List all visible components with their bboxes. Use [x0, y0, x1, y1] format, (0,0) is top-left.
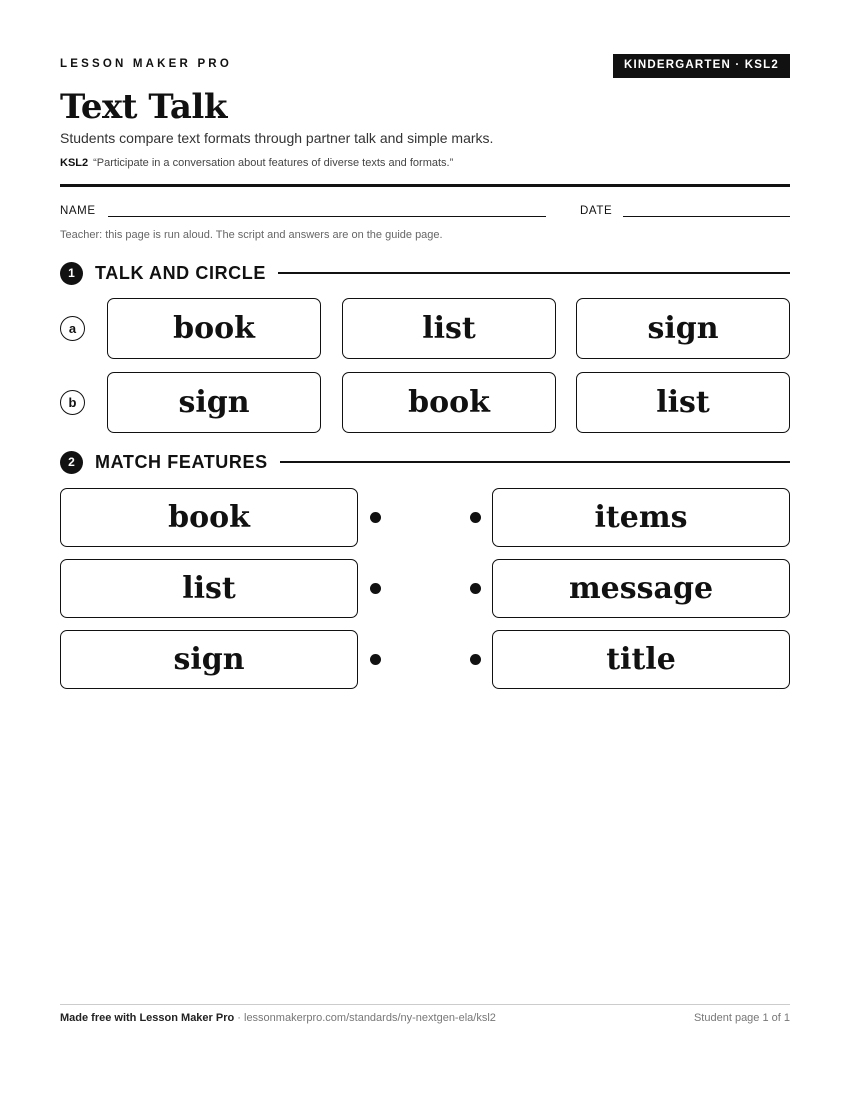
- date-field-line[interactable]: [623, 216, 790, 217]
- footer-divider: [60, 1004, 790, 1005]
- talk-circle-word-a2[interactable]: list: [342, 298, 556, 359]
- footer-page-number: Student page 1 of 1: [693, 1012, 790, 1024]
- section-1-title: TALK AND CIRCLE: [95, 262, 266, 283]
- section-2-title: MATCH FEATURES: [95, 451, 268, 472]
- match-right-word-2[interactable]: message: [492, 559, 790, 618]
- section-2-header: [60, 450, 790, 474]
- match-left-dot-2[interactable]: [370, 583, 381, 594]
- match-right-dot-1[interactable]: [470, 512, 481, 523]
- match-right-dot-2[interactable]: [470, 583, 481, 594]
- footer-credit: [60, 1012, 496, 1024]
- match-left-dot-3[interactable]: [370, 654, 381, 665]
- standard-code: KSL2: [60, 157, 89, 169]
- match-left-word-1[interactable]: book: [60, 488, 358, 547]
- section-1-header: [60, 261, 790, 285]
- match-right-word-3[interactable]: title: [492, 630, 790, 689]
- footer-made-with: Made free with Lesson Maker Pro: [60, 1012, 235, 1024]
- match-right-word-1[interactable]: items: [492, 488, 790, 547]
- match-right-dot-3[interactable]: [470, 654, 481, 665]
- date-label: DATE: [580, 205, 613, 217]
- grade-badge: KINDERGARTEN · KSL2: [613, 54, 790, 78]
- section-2-number: 2: [60, 451, 83, 474]
- footer-url[interactable]: · lessonmakerpro.com/standards/ny-nextgen-ela/ksl2: [234, 1012, 496, 1024]
- standard-text: “Participate in a conversation about features of diverse texts and formats.”: [93, 157, 454, 169]
- teacher-note: Teacher: this page is run aloud. The script and answers are on the guide page.: [60, 229, 443, 241]
- section-1-rule: [278, 272, 790, 274]
- row-letter-b: b: [60, 390, 85, 415]
- header-divider: [60, 184, 790, 187]
- page-subtitle: Students compare text formats through partner talk and simple marks.: [60, 130, 494, 146]
- talk-circle-word-a1[interactable]: book: [107, 298, 321, 359]
- talk-circle-word-b3[interactable]: list: [576, 372, 790, 433]
- row-letter-a: a: [60, 316, 85, 341]
- page-title: Text Talk: [60, 87, 227, 127]
- match-left-word-3[interactable]: sign: [60, 630, 358, 689]
- section-1-number: 1: [60, 262, 83, 285]
- worksheet-page: [60, 0, 790, 1100]
- section-2-rule: [280, 461, 790, 463]
- name-label: NAME: [60, 205, 96, 217]
- talk-circle-word-a3[interactable]: sign: [576, 298, 790, 359]
- talk-circle-word-b2[interactable]: book: [342, 372, 556, 433]
- talk-circle-word-b1[interactable]: sign: [107, 372, 321, 433]
- match-left-word-2[interactable]: list: [60, 559, 358, 618]
- standard-line: [60, 157, 453, 169]
- name-field-line[interactable]: [108, 216, 546, 217]
- brand-name: LESSON MAKER PRO: [60, 58, 232, 70]
- match-left-dot-1[interactable]: [370, 512, 381, 523]
